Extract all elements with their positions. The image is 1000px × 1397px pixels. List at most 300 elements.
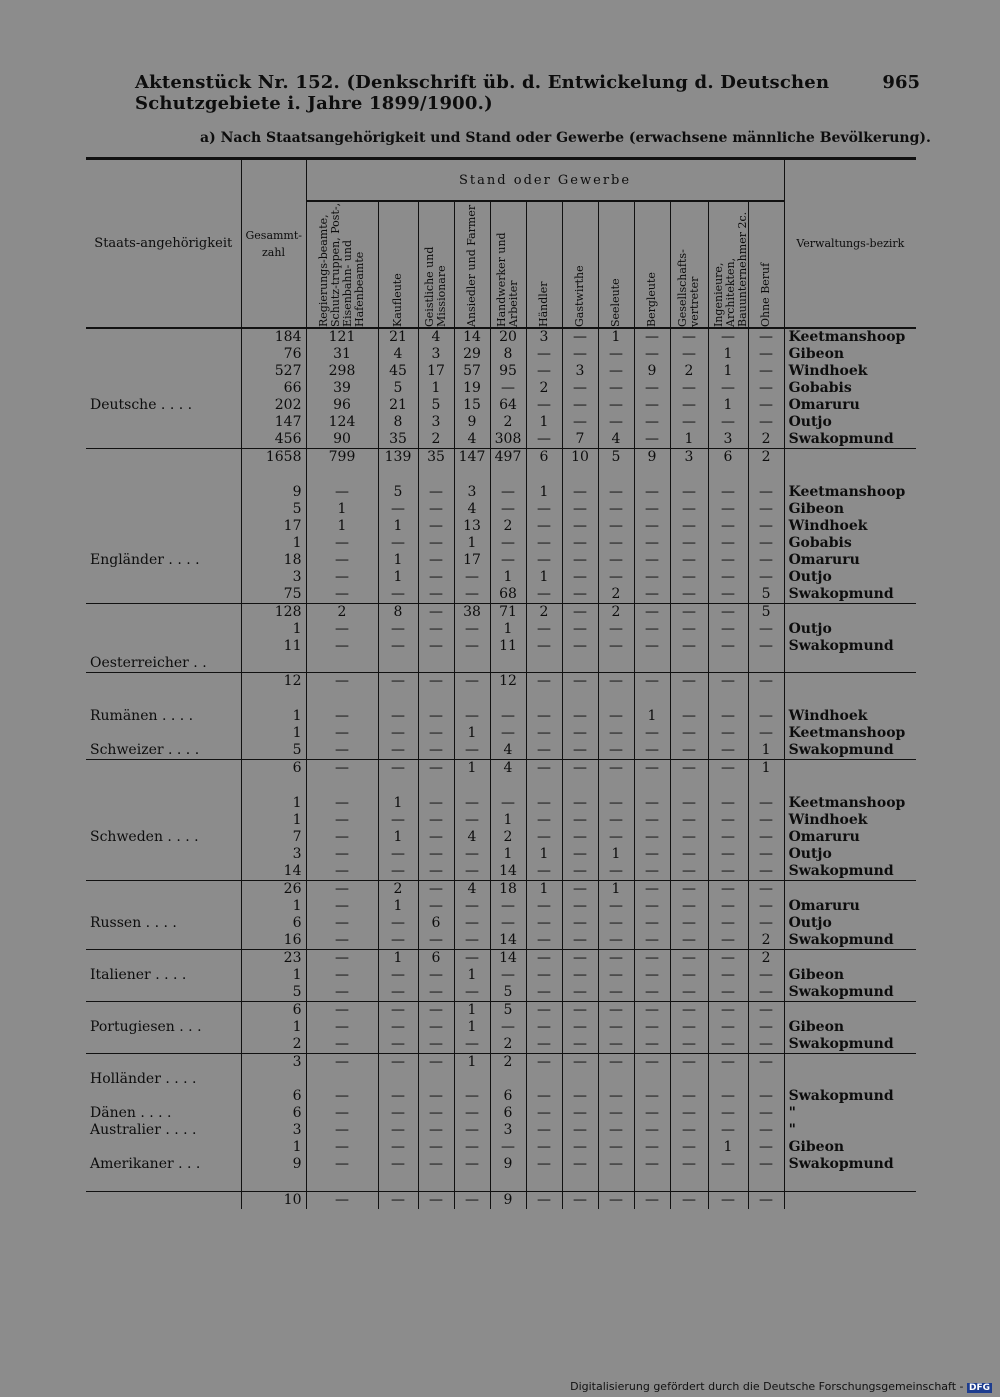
- occupation-count-cell: [562, 1071, 598, 1088]
- district-cell: [784, 760, 916, 778]
- occupation-count-cell: [748, 690, 784, 708]
- occupation-count-cell: —: [306, 535, 378, 552]
- occupation-count-cell: —: [562, 881, 598, 899]
- occupation-count-cell: 5: [748, 604, 784, 622]
- occupation-count-cell: —: [670, 380, 708, 397]
- header-occupation: [418, 201, 454, 328]
- header-occupation-label: Gesellschafts-vertreter: [676, 249, 701, 327]
- occupation-count-cell: —: [748, 795, 784, 812]
- occupation-count-cell: 1: [670, 431, 708, 449]
- occupation-count-cell: 1: [748, 760, 784, 778]
- occupation-count-cell: —: [306, 552, 378, 569]
- occupation-count-cell: —: [526, 621, 562, 638]
- nationality-cell: [86, 1054, 241, 1072]
- total-cell: 5: [241, 501, 306, 518]
- district-cell: Swakopmund: [784, 431, 916, 449]
- occupation-count-cell: —: [748, 1122, 784, 1139]
- district-cell: [784, 777, 916, 795]
- nationality-cell: [86, 984, 241, 1002]
- occupation-count-cell: 31: [306, 346, 378, 363]
- nationality-cell: Rumänen . . . .: [90, 708, 194, 724]
- district-cell: Omaruru: [784, 898, 916, 915]
- occupation-count-cell: —: [562, 552, 598, 569]
- occupation-count-cell: [454, 1071, 490, 1088]
- occupation-count-cell: [490, 1071, 526, 1088]
- occupation-count-cell: —: [526, 1036, 562, 1054]
- occupation-count-cell: 45: [378, 363, 418, 380]
- occupation-count-cell: —: [490, 1019, 526, 1036]
- occupation-count-cell: [708, 655, 748, 673]
- district-cell: [784, 1192, 916, 1210]
- occupation-count-cell: —: [670, 725, 708, 742]
- occupation-count-cell: —: [708, 501, 748, 518]
- nationality-cell: [86, 932, 241, 950]
- occupation-count-cell: —: [562, 795, 598, 812]
- occupation-count-cell: —: [306, 569, 378, 586]
- header-occupation-label: Ohne Beruf: [759, 262, 773, 327]
- nationality-cell: [86, 1036, 241, 1054]
- header-occupation-label: Regierungs-beamte, Schutz-truppen, Post-, Eisenbahn- und Hafenbeamte: [317, 202, 366, 327]
- occupation-count-cell: [454, 466, 490, 484]
- occupation-count-cell: —: [418, 1122, 454, 1139]
- table-row: [86, 932, 916, 950]
- district-cell: Swakopmund: [784, 863, 916, 881]
- header-occupation-label: Gastwirthe: [573, 265, 586, 327]
- occupation-count-cell: 1: [378, 552, 418, 569]
- table-row: [86, 363, 916, 380]
- occupation-count-cell: —: [562, 725, 598, 742]
- occupation-count-cell: [748, 655, 784, 673]
- table-row: [86, 863, 916, 881]
- total-cell: 1: [241, 795, 306, 812]
- occupation-count-cell: —: [526, 1156, 562, 1173]
- occupation-count-cell: [418, 655, 454, 673]
- occupation-count-cell: —: [670, 967, 708, 984]
- total-cell: 26: [241, 881, 306, 899]
- occupation-count-cell: [634, 1071, 670, 1088]
- occupation-count-cell: —: [708, 1036, 748, 1054]
- occupation-count-cell: 9: [490, 1192, 526, 1210]
- header-occupation: [670, 201, 708, 328]
- occupation-count-cell: —: [598, 742, 634, 760]
- total-cell: 75: [241, 586, 306, 604]
- nationality-cell: Deutsche . . . .: [90, 397, 193, 413]
- district-cell: Outjo: [784, 846, 916, 863]
- occupation-count-cell: —: [598, 518, 634, 535]
- occupation-count-cell: —: [598, 1122, 634, 1139]
- total-cell: 184: [241, 328, 306, 346]
- total-cell: 16: [241, 932, 306, 950]
- occupation-count-cell: [526, 466, 562, 484]
- district-cell: [784, 1173, 916, 1192]
- occupation-count-cell: —: [306, 846, 378, 863]
- header-occupation-label: Seeleute: [609, 278, 622, 327]
- total-cell: [241, 777, 306, 795]
- occupation-count-cell: —: [562, 1105, 598, 1122]
- occupation-count-cell: —: [708, 1105, 748, 1122]
- occupation-count-cell: —: [306, 881, 378, 899]
- occupation-count-cell: —: [378, 967, 418, 984]
- occupation-count-cell: [526, 777, 562, 795]
- occupation-count-cell: —: [634, 795, 670, 812]
- occupation-count-cell: —: [526, 1019, 562, 1036]
- occupation-count-cell: 1: [454, 967, 490, 984]
- occupation-count-cell: —: [708, 915, 748, 932]
- occupation-count-cell: —: [670, 638, 708, 655]
- occupation-count-cell: —: [418, 604, 454, 622]
- subtotal-row: [86, 760, 916, 778]
- district-cell: Gibeon: [784, 501, 916, 518]
- total-cell: 11: [241, 638, 306, 655]
- occupation-count-cell: —: [454, 932, 490, 950]
- occupation-count-cell: [490, 655, 526, 673]
- occupation-count-cell: —: [670, 552, 708, 569]
- occupation-count-cell: —: [378, 1088, 418, 1105]
- district-cell: Windhoek: [784, 708, 916, 725]
- table-row: [86, 915, 916, 932]
- occupation-count-cell: 95: [490, 363, 526, 380]
- occupation-count-cell: 1: [454, 1002, 490, 1020]
- occupation-count-cell: 1: [490, 812, 526, 829]
- occupation-count-cell: 96: [306, 397, 378, 414]
- header-total: Gesammt-zahl: [241, 159, 306, 329]
- occupation-count-cell: —: [634, 863, 670, 881]
- occupation-count-cell: 1: [306, 501, 378, 518]
- nationality-cell: [86, 898, 241, 915]
- district-cell: Gibeon: [784, 1139, 916, 1156]
- nationality-cell: [86, 846, 241, 863]
- occupation-count-cell: —: [748, 1088, 784, 1105]
- occupation-count-cell: —: [306, 1192, 378, 1210]
- district-cell: Swakopmund: [784, 586, 916, 604]
- occupation-count-cell: —: [378, 1122, 418, 1139]
- occupation-count-cell: —: [670, 1105, 708, 1122]
- occupation-count-cell: [306, 1071, 378, 1088]
- occupation-count-cell: —: [598, 380, 634, 397]
- occupation-count-cell: —: [748, 484, 784, 501]
- subtotal-row: [86, 449, 916, 467]
- occupation-count-cell: —: [418, 984, 454, 1002]
- district-cell: Omaruru: [784, 829, 916, 846]
- table-row: [86, 777, 916, 795]
- total-cell: 12: [241, 673, 306, 691]
- occupation-count-cell: 2: [526, 604, 562, 622]
- occupation-count-cell: [378, 1071, 418, 1088]
- occupation-count-cell: 9: [634, 363, 670, 380]
- occupation-count-cell: 1: [708, 363, 748, 380]
- occupation-count-cell: —: [708, 673, 748, 691]
- occupation-count-cell: —: [598, 932, 634, 950]
- occupation-count-cell: 139: [378, 449, 418, 467]
- occupation-count-cell: —: [708, 1019, 748, 1036]
- occupation-count-cell: 7: [562, 431, 598, 449]
- occupation-count-cell: —: [378, 932, 418, 950]
- occupation-count-cell: —: [598, 1139, 634, 1156]
- occupation-count-cell: —: [634, 569, 670, 586]
- occupation-count-cell: [708, 1071, 748, 1088]
- occupation-count-cell: —: [306, 1139, 378, 1156]
- occupation-count-cell: [454, 655, 490, 673]
- occupation-count-cell: [634, 690, 670, 708]
- occupation-count-cell: —: [418, 932, 454, 950]
- occupation-count-cell: 1: [306, 518, 378, 535]
- occupation-count-cell: —: [748, 915, 784, 932]
- occupation-count-cell: —: [454, 846, 490, 863]
- occupation-count-cell: —: [708, 1156, 748, 1173]
- occupation-count-cell: —: [670, 501, 708, 518]
- total-cell: 1: [241, 535, 306, 552]
- header-nationality: Staats-angehörigkeit: [86, 159, 241, 329]
- district-cell: ": [784, 1105, 916, 1122]
- district-cell: Keetmanshoop: [784, 484, 916, 501]
- occupation-count-cell: [306, 466, 378, 484]
- district-cell: Swakopmund: [784, 932, 916, 950]
- district-cell: [784, 690, 916, 708]
- table-row: [86, 431, 916, 449]
- occupation-count-cell: 2: [748, 932, 784, 950]
- total-cell: 527: [241, 363, 306, 380]
- occupation-count-cell: —: [306, 795, 378, 812]
- occupation-count-cell: [418, 777, 454, 795]
- occupation-count-cell: —: [490, 795, 526, 812]
- district-cell: Omaruru: [784, 552, 916, 569]
- occupation-count-cell: —: [708, 1122, 748, 1139]
- occupation-count-cell: 2: [378, 881, 418, 899]
- occupation-count-cell: —: [670, 484, 708, 501]
- occupation-count-cell: —: [378, 673, 418, 691]
- nationality-cell: Australier . . . .: [90, 1122, 197, 1138]
- occupation-count-cell: [670, 1071, 708, 1088]
- nationality-cell: [86, 812, 241, 829]
- occupation-count-cell: —: [378, 638, 418, 655]
- district-cell: Keetmanshoop: [784, 328, 916, 346]
- nationality-cell: [86, 604, 241, 622]
- occupation-count-cell: —: [598, 915, 634, 932]
- occupation-count-cell: —: [670, 846, 708, 863]
- nationality-cell: [86, 1173, 241, 1192]
- occupation-count-cell: —: [562, 984, 598, 1002]
- occupation-count-cell: —: [708, 1192, 748, 1210]
- occupation-count-cell: —: [670, 1192, 708, 1210]
- occupation-count-cell: —: [454, 915, 490, 932]
- occupation-count-cell: —: [598, 1036, 634, 1054]
- occupation-count-cell: —: [634, 397, 670, 414]
- total-cell: 7: [241, 829, 306, 846]
- occupation-count-cell: —: [598, 1192, 634, 1210]
- occupation-count-cell: 9: [454, 414, 490, 431]
- occupation-count-cell: —: [378, 1192, 418, 1210]
- occupation-count-cell: —: [708, 1002, 748, 1020]
- occupation-count-cell: —: [454, 863, 490, 881]
- occupation-count-cell: —: [490, 380, 526, 397]
- occupation-count-cell: —: [748, 846, 784, 863]
- occupation-count-cell: [562, 777, 598, 795]
- total-cell: 128: [241, 604, 306, 622]
- nationality-cell: [86, 466, 241, 484]
- occupation-count-cell: 6: [708, 449, 748, 467]
- occupation-count-cell: —: [418, 621, 454, 638]
- occupation-count-cell: —: [748, 863, 784, 881]
- district-cell: [784, 950, 916, 968]
- nationality-cell: [86, 535, 241, 552]
- occupation-count-cell: —: [634, 1002, 670, 1020]
- occupation-count-cell: —: [634, 932, 670, 950]
- occupation-count-cell: 21: [378, 328, 418, 346]
- occupation-count-cell: —: [454, 898, 490, 915]
- occupation-count-cell: —: [490, 1139, 526, 1156]
- occupation-count-cell: [306, 655, 378, 673]
- header-occupation: [306, 201, 378, 328]
- header-occupation: [454, 201, 490, 328]
- occupation-count-cell: —: [634, 1054, 670, 1072]
- total-cell: 10: [241, 1192, 306, 1210]
- occupation-count-cell: —: [562, 708, 598, 725]
- district-cell: Keetmanshoop: [784, 795, 916, 812]
- table-row: [86, 708, 916, 725]
- occupation-count-cell: —: [526, 346, 562, 363]
- table-row: [86, 1071, 916, 1088]
- occupation-count-cell: 3: [670, 449, 708, 467]
- occupation-count-cell: [634, 655, 670, 673]
- occupation-count-cell: —: [526, 829, 562, 846]
- occupation-count-cell: 1: [454, 535, 490, 552]
- occupation-count-cell: —: [418, 518, 454, 535]
- district-cell: Swakopmund: [784, 1036, 916, 1054]
- occupation-count-cell: 14: [490, 950, 526, 968]
- occupation-count-cell: —: [634, 1036, 670, 1054]
- subtotal-row: [86, 604, 916, 622]
- occupation-count-cell: 1: [526, 846, 562, 863]
- occupation-count-cell: —: [708, 829, 748, 846]
- occupation-count-cell: —: [562, 1019, 598, 1036]
- occupation-count-cell: —: [418, 829, 454, 846]
- occupation-count-cell: 6: [526, 449, 562, 467]
- occupation-count-cell: —: [526, 898, 562, 915]
- occupation-count-cell: —: [526, 1192, 562, 1210]
- occupation-count-cell: —: [454, 1088, 490, 1105]
- occupation-count-cell: —: [562, 1088, 598, 1105]
- header-occupation-label: Händler: [537, 281, 550, 327]
- occupation-count-cell: —: [708, 621, 748, 638]
- occupation-count-cell: [634, 777, 670, 795]
- occupation-count-cell: —: [708, 518, 748, 535]
- occupation-count-cell: —: [634, 535, 670, 552]
- district-cell: [784, 1071, 916, 1088]
- table-row: [86, 795, 916, 812]
- district-cell: Gibeon: [784, 1019, 916, 1036]
- total-cell: 147: [241, 414, 306, 431]
- occupation-count-cell: —: [526, 984, 562, 1002]
- total-cell: [241, 1071, 306, 1088]
- total-cell: 3: [241, 1122, 306, 1139]
- occupation-count-cell: —: [670, 569, 708, 586]
- occupation-count-cell: —: [306, 1088, 378, 1105]
- total-cell: 76: [241, 346, 306, 363]
- occupation-count-cell: 1: [378, 829, 418, 846]
- occupation-count-cell: —: [598, 829, 634, 846]
- table-row: [86, 690, 916, 708]
- occupation-count-cell: [418, 1071, 454, 1088]
- occupation-count-cell: 2: [598, 604, 634, 622]
- occupation-count-cell: —: [598, 812, 634, 829]
- occupation-count-cell: —: [562, 346, 598, 363]
- occupation-count-cell: [748, 777, 784, 795]
- occupation-count-cell: —: [598, 638, 634, 655]
- occupation-count-cell: 1: [490, 621, 526, 638]
- occupation-count-cell: —: [598, 501, 634, 518]
- occupation-count-cell: —: [378, 1139, 418, 1156]
- occupation-count-cell: —: [306, 829, 378, 846]
- occupation-count-cell: —: [306, 1105, 378, 1122]
- table-row: [86, 967, 916, 984]
- nationality-cell: [86, 569, 241, 586]
- occupation-count-cell: —: [526, 535, 562, 552]
- occupation-count-cell: 20: [490, 328, 526, 346]
- occupation-count-cell: —: [454, 1122, 490, 1139]
- occupation-count-cell: —: [748, 708, 784, 725]
- occupation-count-cell: —: [634, 552, 670, 569]
- nationality-cell: [86, 621, 241, 638]
- occupation-count-cell: —: [708, 932, 748, 950]
- occupation-count-cell: 21: [378, 397, 418, 414]
- occupation-count-cell: —: [526, 725, 562, 742]
- occupation-count-cell: —: [634, 604, 670, 622]
- occupation-count-cell: [418, 466, 454, 484]
- occupation-count-cell: —: [378, 863, 418, 881]
- occupation-count-cell: 17: [418, 363, 454, 380]
- district-cell: [784, 449, 916, 467]
- occupation-count-cell: —: [454, 638, 490, 655]
- occupation-count-cell: —: [670, 932, 708, 950]
- occupation-count-cell: —: [748, 518, 784, 535]
- occupation-count-cell: 17: [454, 552, 490, 569]
- occupation-count-cell: [306, 1173, 378, 1192]
- occupation-count-cell: —: [634, 967, 670, 984]
- occupation-count-cell: 2: [490, 414, 526, 431]
- occupation-count-cell: —: [562, 638, 598, 655]
- occupation-count-cell: —: [526, 708, 562, 725]
- occupation-count-cell: —: [748, 1054, 784, 1072]
- occupation-count-cell: 10: [562, 449, 598, 467]
- occupation-count-cell: 1: [634, 708, 670, 725]
- occupation-count-cell: —: [670, 1156, 708, 1173]
- occupation-count-cell: —: [562, 604, 598, 622]
- occupation-count-cell: —: [562, 1192, 598, 1210]
- occupation-count-cell: —: [708, 380, 748, 397]
- occupation-count-cell: —: [306, 760, 378, 778]
- nationality-cell: Oesterreicher . .: [90, 655, 207, 671]
- occupation-count-cell: 5: [748, 586, 784, 604]
- occupation-count-cell: —: [562, 1054, 598, 1072]
- footer-text: Digitalisierung gefördert durch die Deutsche Forschungsgemeinschaft -: [570, 1380, 964, 1393]
- occupation-count-cell: —: [634, 984, 670, 1002]
- district-cell: Outjo: [784, 569, 916, 586]
- occupation-count-cell: —: [418, 725, 454, 742]
- occupation-count-cell: —: [418, 881, 454, 899]
- occupation-count-cell: [526, 1071, 562, 1088]
- occupation-count-cell: [526, 655, 562, 673]
- occupation-count-cell: —: [526, 552, 562, 569]
- occupation-count-cell: —: [526, 967, 562, 984]
- occupation-count-cell: —: [454, 1156, 490, 1173]
- total-cell: 1658: [241, 449, 306, 467]
- occupation-count-cell: —: [490, 967, 526, 984]
- occupation-count-cell: —: [748, 1156, 784, 1173]
- occupation-count-cell: 1: [418, 380, 454, 397]
- occupation-count-cell: —: [748, 328, 784, 346]
- occupation-count-cell: —: [670, 414, 708, 431]
- occupation-count-cell: 4: [454, 431, 490, 449]
